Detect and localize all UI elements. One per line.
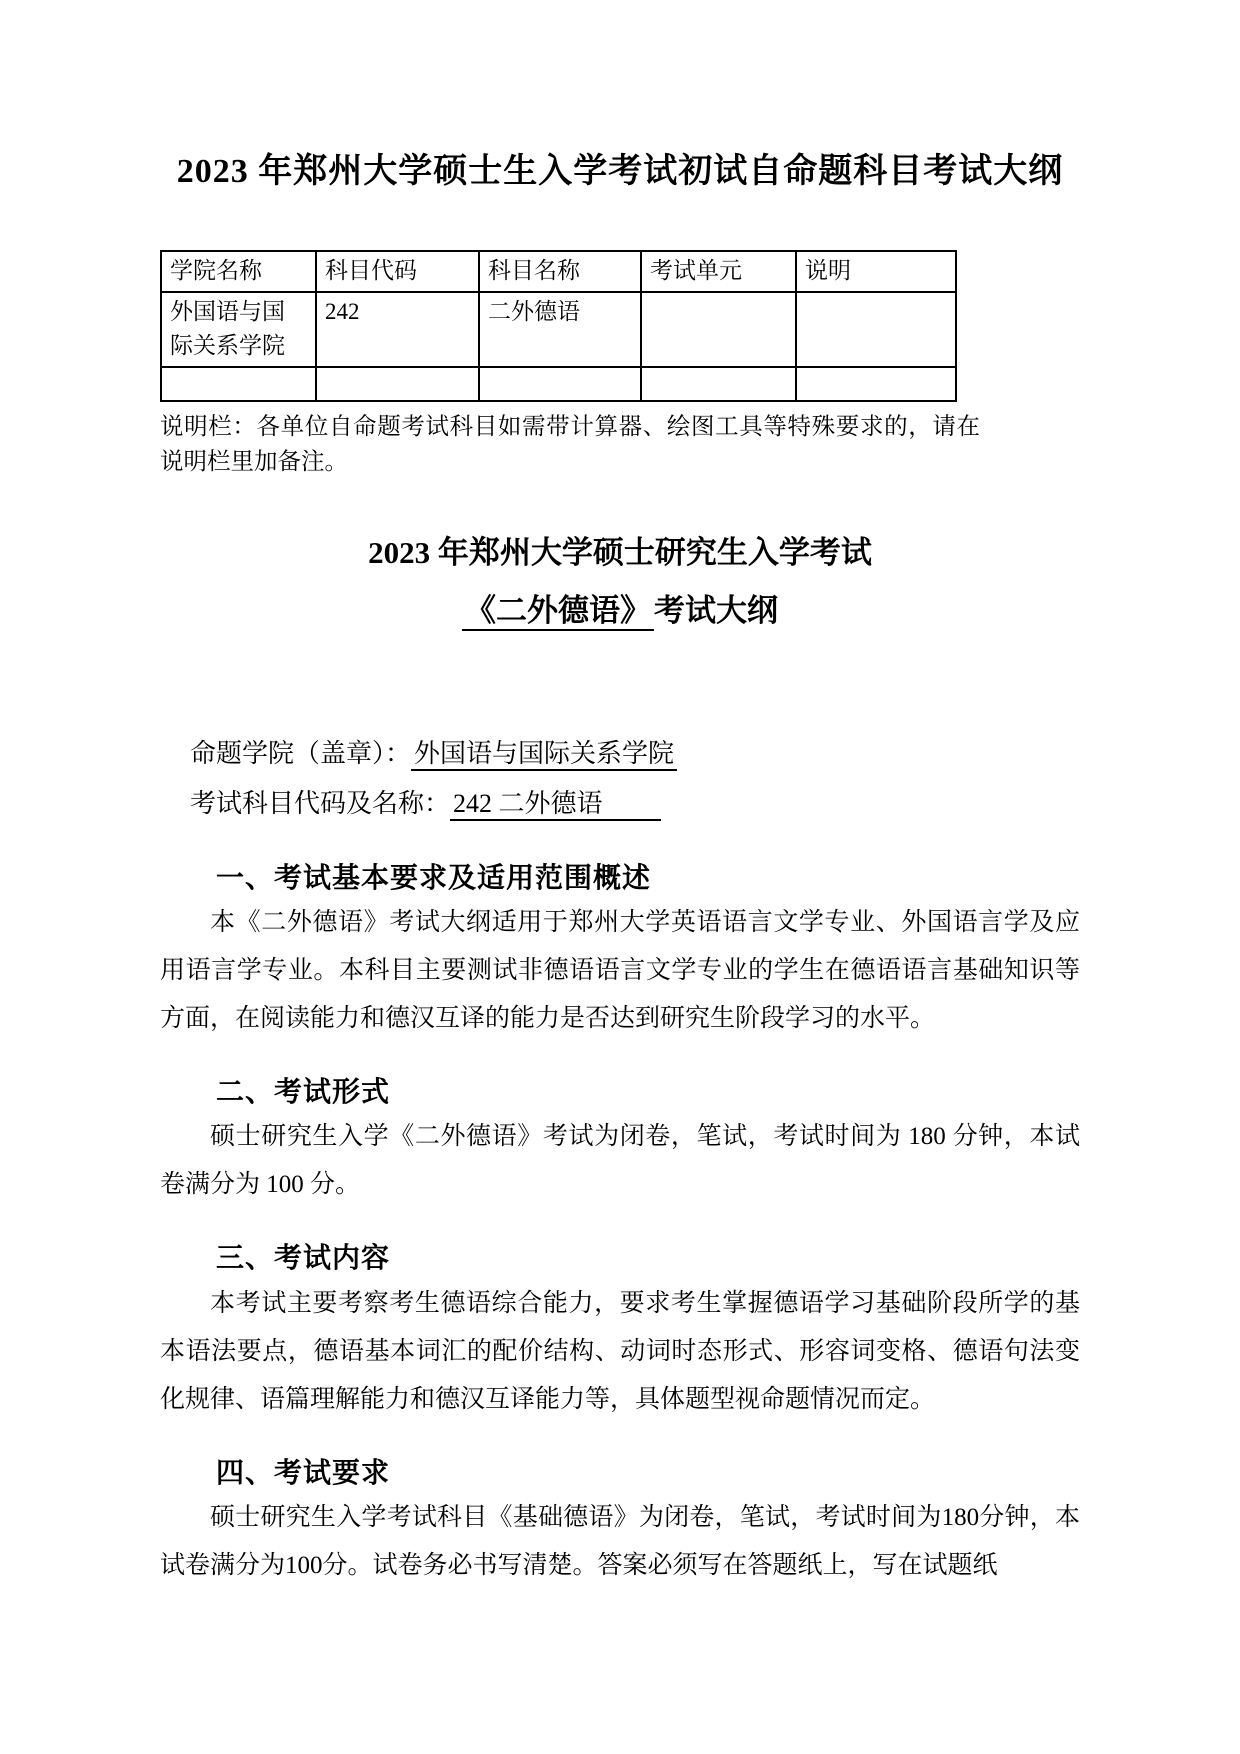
cell-empty (479, 367, 641, 401)
meta-subject-line (190, 779, 1080, 829)
section-4-body: 硕士研究生入学考试科目《基础德语》为闭卷，笔试，考试时间为180分钟，本试卷满分为100分。试卷务必书写清楚。答案必须写在答题纸上，写在试题纸 (160, 1504, 1080, 1580)
meta-subject-value: 242 二外德语 (450, 789, 661, 821)
col-header-subject-name: 科目名称 (479, 251, 641, 292)
col-header-subject-code: 科目代码 (316, 251, 479, 292)
section-2-body: 硕士研究生入学《二外德语》考试为闭卷，笔试，考试时间为 180 分钟，本试卷满分为 100 分。 (160, 1123, 1080, 1199)
meta-school-label: 命题学院（盖章）： (190, 738, 412, 768)
cell-remark (796, 292, 956, 367)
col-header-college: 学院名称 (161, 251, 316, 292)
table-row (161, 292, 956, 367)
section-3-body: 本考试主要考察考生德语综合能力，要求考生掌握德语学习基础阶段所学的基本语法要点，德语基本词汇的配价结构、动词时态形式、形容词变格、德语句法变化规律、语篇理解能力和德汉互译能力等，具体题型视命题情况而定。 (160, 1289, 1080, 1413)
meta-school-value: 外国语与国际关系学院 (411, 739, 677, 771)
col-header-remark: 说明 (796, 251, 956, 292)
cell-subject-code: 242 (316, 292, 479, 367)
table-header-row (161, 251, 956, 292)
section-1 (160, 861, 1080, 1043)
meta-subject-label: 考试科目代码及名称： (190, 788, 451, 818)
cell-exam-unit (641, 292, 796, 367)
section-1-body: 本《二外德语》考试大纲适用于郑州大学英语语言文学专业、外国语言学及应用语言学专业。本科目主要测试非德语语言文学专业的学生在德语语言基础知识等方面，在阅读能力和德汉互译的能力是否达到研究生阶段学习的水平。 (160, 909, 1080, 1033)
page-title: 2023 年郑州大学硕士生入学考试初试自命题科目考试大纲 (176, 153, 1064, 190)
section-2-heading: 二、考试形式 (216, 1077, 391, 1109)
subject-info-table (160, 250, 957, 402)
cell-empty (316, 367, 479, 401)
exam-subtitle (160, 524, 1080, 639)
cell-empty (161, 367, 316, 401)
section-1-heading: 一、考试基本要求及适用范围概述 (216, 862, 652, 894)
meta-school-line (190, 729, 1080, 779)
table-note: 说明栏：各单位自命题考试科目如需带计算器、绘图工具等特殊要求的，请在说明栏里加备注。 (160, 413, 980, 475)
meta-block (190, 729, 1080, 829)
subtitle-subject-name: 《二外德语》 (462, 593, 654, 631)
table-row-empty (161, 367, 956, 401)
section-3 (160, 1241, 1080, 1423)
subtitle-line1: 2023 年郑州大学硕士研究生入学考试 (368, 535, 872, 571)
section-4 (160, 1456, 1080, 1590)
cell-college: 外国语与国际关系学院 (161, 292, 316, 367)
section-2 (160, 1075, 1080, 1209)
subtitle-line2-rest: 考试大纲 (654, 592, 778, 628)
section-3-heading: 三、考试内容 (216, 1243, 391, 1275)
section-4-heading: 四、考试要求 (216, 1457, 391, 1489)
document-content (0, 150, 1240, 1590)
cell-subject-name: 二外德语 (479, 292, 641, 367)
subtitle-line2 (160, 582, 1080, 639)
cell-empty (796, 367, 956, 401)
cell-empty (641, 367, 796, 401)
col-header-exam-unit: 考试单元 (641, 251, 796, 292)
